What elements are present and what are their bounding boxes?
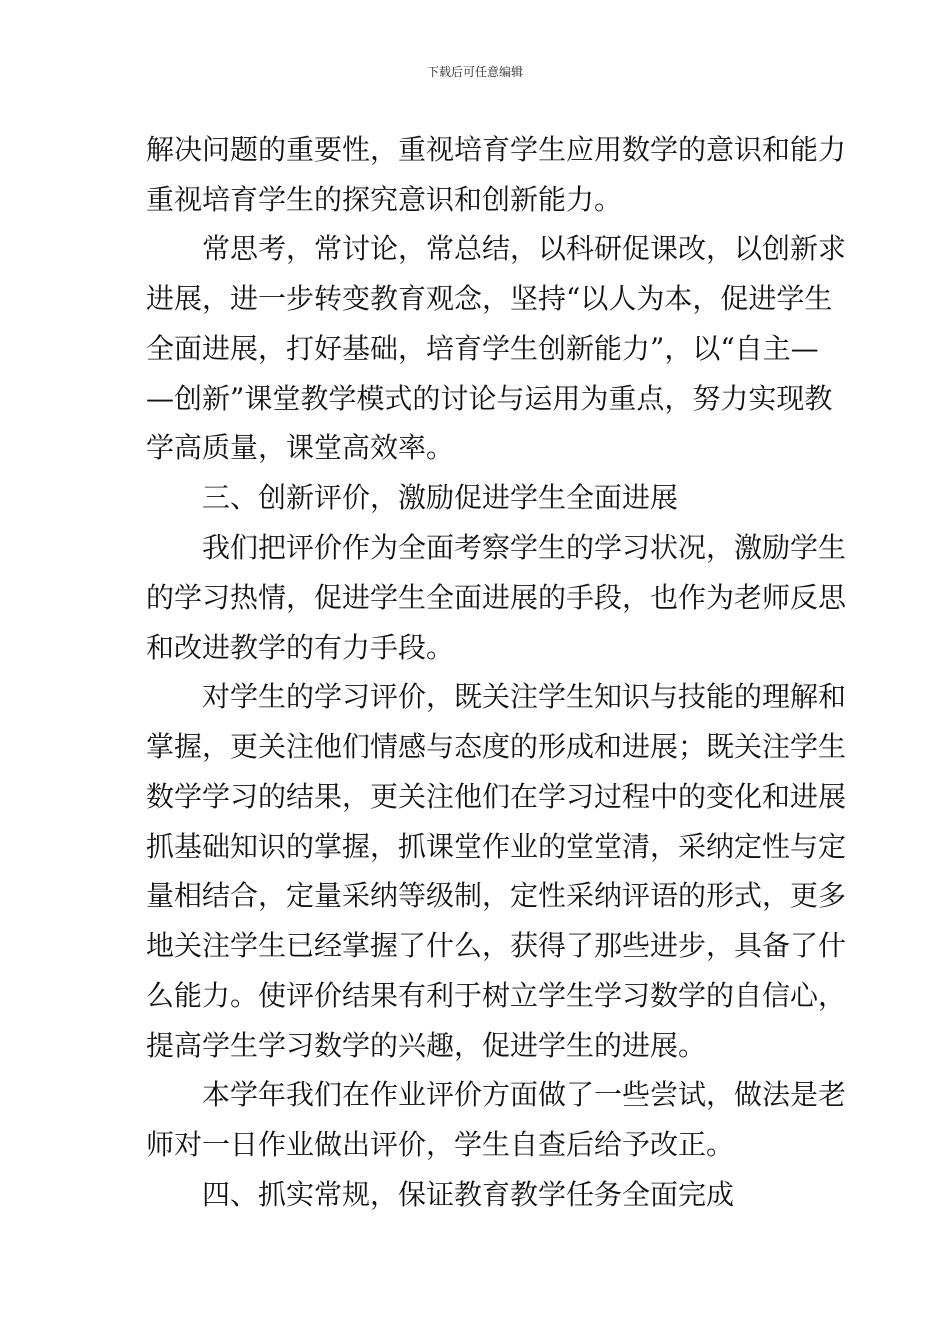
text-line: 学高质量，课堂高效率。 [146, 431, 455, 464]
text-line: 数学学习的结果，更关注他们在学习过程中的变化和进展 [146, 780, 847, 813]
text-line: 地关注学生已经掌握了什么，获得了那些进步，具备了什 [146, 929, 847, 962]
text-line: 全面进展，打好基础，培育学生创新能力”，以“自主— [146, 332, 819, 365]
text-line: 重视培育学生的探究意识和创新能力。 [146, 183, 623, 216]
text-line: 和改进教学的有力手段。 [146, 631, 455, 664]
text-line: 么能力。使评价结果有利于树立学生学习数学的自信心， [146, 979, 847, 1012]
text-line: 提高学生学习数学的兴趣，促进学生的进展。 [146, 1029, 707, 1062]
text-line: 解决问题的重要性，重视培育学生应用数学的意识和能力 [146, 133, 847, 166]
section-heading: 四、抓实常规，保证教育教学任务全面完成 [146, 1178, 735, 1211]
text-line: 本学年我们在作业评价方面做了一些尝试，做法是老 [146, 1078, 847, 1111]
text-line: 掌握，更关注他们情感与态度的形成和进展；既关注学生 [146, 730, 847, 763]
text-line: 常思考，常讨论，常总结，以科研促课改，以创新求 [146, 232, 847, 265]
text-line: 进展，进一步转变教育观念，坚持“以人为本，促进学生 [146, 282, 833, 315]
text-line: 师对一日作业做出评价，学生自查后给予改正。 [146, 1128, 735, 1161]
text-line: 对学生的学习评价，既关注学生知识与技能的理解和 [146, 680, 847, 713]
section-heading: 三、创新评价，激励促进学生全面进展 [146, 481, 679, 514]
text-line: 我们把评价作为全面考察学生的学习状况，激励学生 [146, 531, 847, 564]
text-line: —创新”课堂教学模式的讨论与运用为重点，努力实现教 [146, 382, 833, 415]
page-header: 下载后可任意编辑 [426, 65, 523, 79]
text-line: 的学习热情，促进学生全面进展的手段，也作为老师反思 [146, 581, 847, 614]
text-line: 量相结合，定量采纳等级制，定性采纳评语的形式，更多 [146, 879, 847, 912]
text-line: 抓基础知识的掌握，抓课堂作业的堂堂清，采纳定性与定 [146, 830, 847, 863]
